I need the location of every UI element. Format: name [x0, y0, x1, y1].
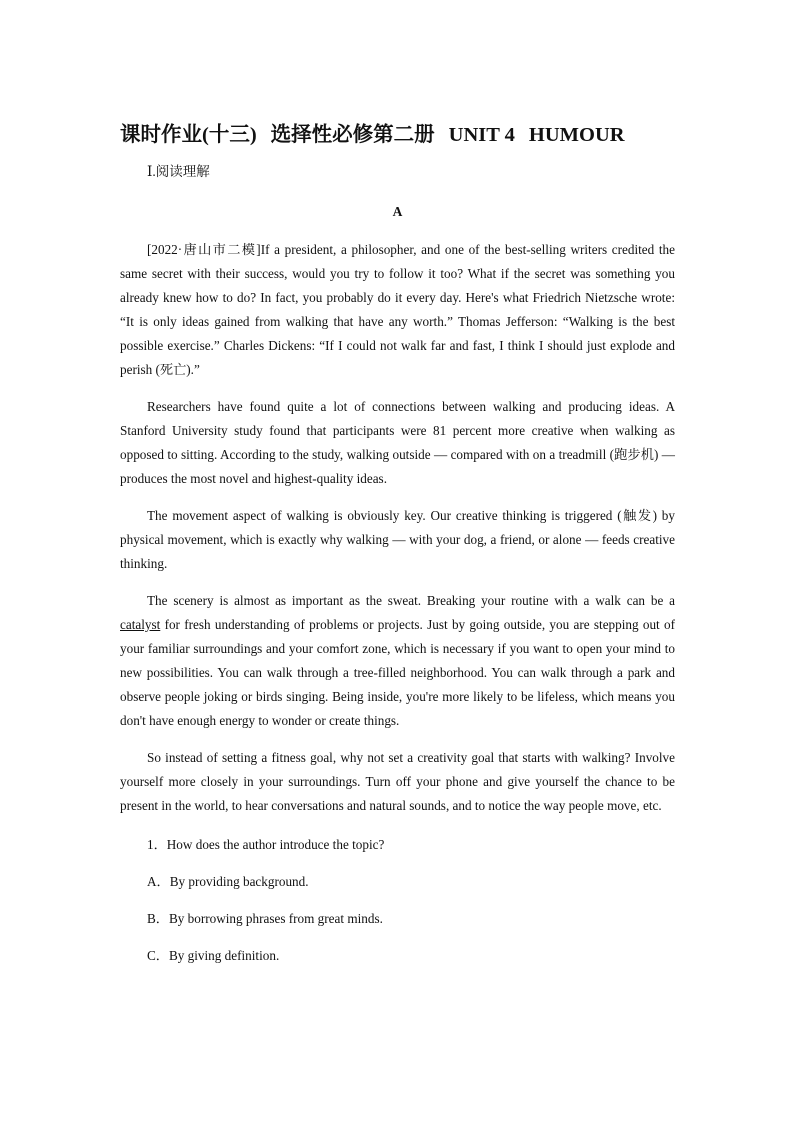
section-label: Ⅰ.阅读理解: [147, 164, 210, 179]
paragraph-1: [2022·唐山市二模]If a president, a philosopher, and one of the best-selling writers credited the same secret with their success, would you try to follow it too? What if the secret was something you already knew how to do? In fact, you probably do it every day. Here's what Friedrich Nietzsche wrote: “It is only ideas gained from walking that have any worth.” Thomas Jefferson: “Walking is the best possible exercise.” Charles Dickens: “If I could not walk far and fast, I think I should just explode and perish (死亡).”: [120, 242, 675, 377]
page-title: [120, 120, 675, 150]
paragraph-4: [120, 589, 675, 733]
paragraph-4-start: The scenery is almost as important as the sweat. Breaking your routine with a walk can be a: [147, 593, 675, 608]
title-topic: HUMOUR: [528, 124, 625, 146]
passage-label: A: [392, 204, 403, 219]
title-middle: 选择性必修第二册: [270, 124, 435, 146]
underlined-word: catalyst: [120, 617, 161, 632]
option-c: C．By giving definition.: [147, 948, 280, 963]
option-a: A．By providing background.: [147, 874, 309, 889]
title-unit: UNIT 4: [448, 124, 515, 146]
title-prefix: 课时作业(十三): [120, 124, 257, 146]
option-b: B．By borrowing phrases from great minds.: [147, 911, 383, 926]
paragraph-3: The movement aspect of walking is obviously key. Our creative thinking is triggered (触发) by physical movement, which is exactly why walking — with your dog, a friend, or alone — feeds creative thinking.: [120, 508, 675, 571]
paragraph-5: So instead of setting a fitness goal, why not set a creativity goal that starts with walking? Involve yourself more closely in your surroundings. Turn off your phone and give yourself the chance to be present in the world, to hear conversations and natural sounds, and to notice the way people move, etc.: [120, 750, 675, 813]
paragraph-4-end: for fresh understanding of problems or projects. Just by going outside, you are stepping out of your familiar surroundings and your comfort zone, which is necessary if you want to open your mind to new possibilities. You can walk through a tree-filled neighborhood. You can walk through a park and observe people joking or birds singing. Being inside, you're more likely to be lifeless, which means you don't have enough energy to wonder or create things.: [120, 617, 675, 728]
paragraph-2: Researchers have found quite a lot of connections between walking and producing ideas. A Stanford University study found that participants were 81 percent more creative when walking as opposed to sitting. According to the study, walking outside — compared with on a treadmill (跑步机) — produces the most novel and highest-quality ideas.: [120, 399, 675, 486]
document-page: [120, 120, 675, 966]
question-stem: 1．How does the author introduce the topic?: [147, 837, 385, 852]
